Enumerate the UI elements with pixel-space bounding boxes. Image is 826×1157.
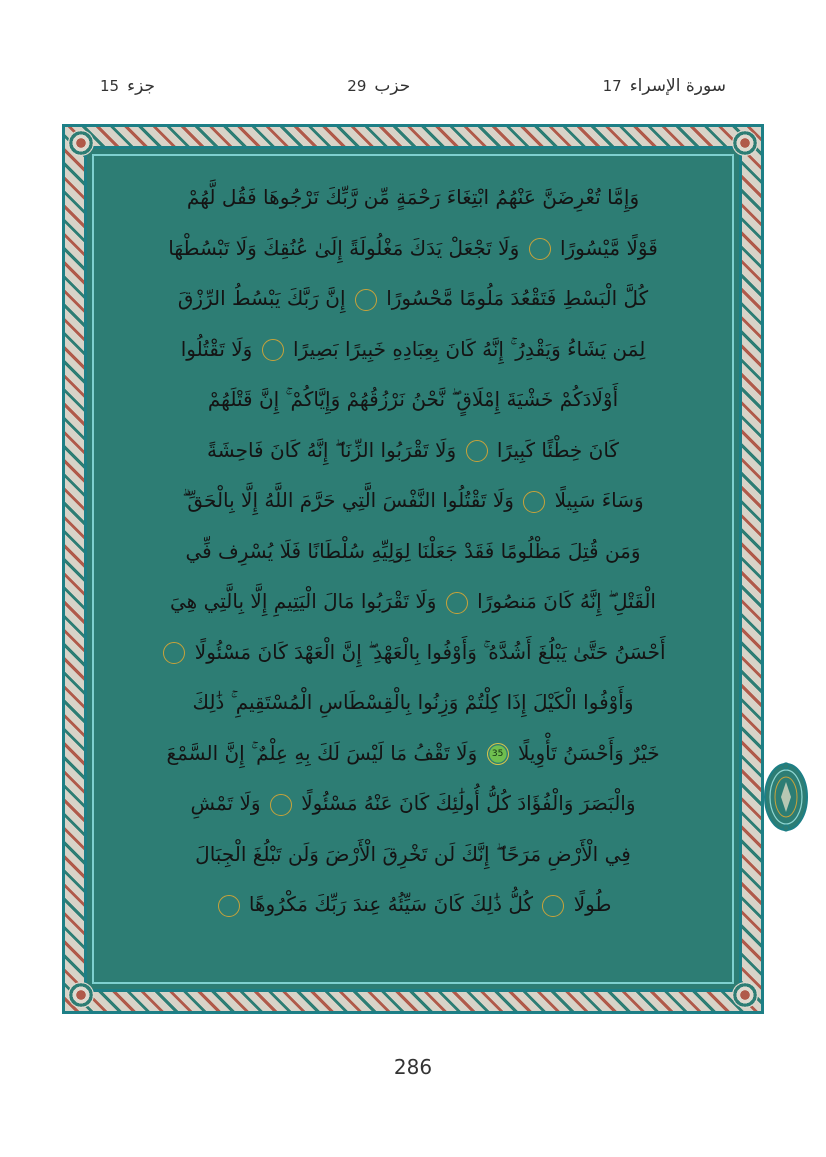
page-number: 286 xyxy=(393,1055,433,1079)
aya-line xyxy=(114,829,712,880)
aya-text: وَلَا تَمْشِ xyxy=(190,791,267,815)
aya-line xyxy=(114,273,712,324)
aya-text: كُلُّ ذَٰلِكَ كَانَ سَيِّئُهُ عِندَ رَبِّكَ مَكْرُوهًا xyxy=(242,892,540,916)
aya-text: طُولًا xyxy=(567,892,612,916)
aya-text: وَلَا تَجْعَلْ يَدَكَ مَغْلُولَةً إِلَىٰ عُنُقِكَ وَلَا تَبْسُطْهَا xyxy=(168,235,526,260)
corner-rosette-icon xyxy=(732,982,758,1008)
aya-text: وَسَاءَ سَبِيلًا xyxy=(548,488,644,512)
aya-line xyxy=(114,627,712,678)
aya-line xyxy=(114,475,712,526)
aya-text: كُلَّ الْبَسْطِ فَتَقْعُدَ مَلُومًا مَّحْسُورًا xyxy=(379,286,649,310)
aya-line xyxy=(114,526,712,577)
aya-number-marker xyxy=(523,491,545,513)
aya-line xyxy=(114,324,712,375)
aya-line xyxy=(114,879,712,930)
aya-text: وَلَا تَقْفُ مَا لَيْسَ لَكَ بِهِ عِلْمٌ ۚ إِنَّ السَّمْعَ xyxy=(166,740,484,765)
aya-number-marker xyxy=(446,592,468,614)
sura-number: 17 xyxy=(602,77,622,95)
hizb-medallion-icon xyxy=(762,760,810,834)
corner-rosette-icon xyxy=(732,130,758,156)
sura-label: سورة الإسراء xyxy=(629,76,726,96)
aya-text: وَمَن قُتِلَ مَظْلُومًا فَقَدْ جَعَلْنَا لِوَلِيِّهِ سُلْطَانًا فَلَا يُسْرِف فِّي xyxy=(185,538,641,563)
quran-text-body xyxy=(104,166,722,972)
aya-line xyxy=(114,778,712,829)
juz-label: جزء xyxy=(127,76,155,96)
aya-text: وَلَا تَقْتُلُوا النَّفْسَ الَّتِي حَرَّمَ اللَّهُ إِلَّا بِالْحَقِّ ۗ xyxy=(182,488,521,512)
juz-indicator xyxy=(100,76,155,96)
hizb-label: حزب xyxy=(374,76,411,96)
aya-text: وَلَا تَقْرَبُوا مَالَ الْيَتِيمِ إِلَّا بِالَّتِي هِيَ xyxy=(170,589,443,613)
aya-text: قَوْلًا مَّيْسُورًا xyxy=(553,235,658,260)
aya-line xyxy=(114,172,712,223)
corner-rosette-icon xyxy=(68,130,94,156)
page-header xyxy=(100,72,726,100)
aya-number-marker xyxy=(542,895,564,917)
aya-text: كَانَ خِطْئًا كَبِيرًا xyxy=(490,437,619,462)
aya-line xyxy=(114,728,712,779)
aya-text: أَحْسَنُ حَتَّىٰ يَبْلُغَ أَشُدَّهُ ۚ وَأَوْفُوا بِالْعَهْدِ ۖ إِنَّ الْعَهْدَ كَانَ مَسْئُولًا xyxy=(188,639,666,664)
aya-line xyxy=(114,223,712,274)
corner-rosette-icon xyxy=(68,982,94,1008)
aya-number-marker xyxy=(218,895,240,917)
aya-number-marker xyxy=(355,289,377,311)
aya-text: فِي الْأَرْضِ مَرَحًا ۖ إِنَّكَ لَن تَخْرِقَ الْأَرْضَ وَلَن تَبْلُغَ الْجِبَالَ xyxy=(195,841,631,866)
hizb-number: 29 xyxy=(347,77,367,95)
aya-line xyxy=(114,374,712,425)
aya-line xyxy=(114,677,712,728)
aya-text: الْقَتْلِ ۖ إِنَّهُ كَانَ مَنصُورًا xyxy=(470,589,656,613)
aya-text: لِمَن يَشَاءُ وَيَقْدِرُ ۚ إِنَّهُ كَانَ بِعِبَادِهِ خَبِيرًا بَصِيرًا xyxy=(286,336,646,361)
aya-number-marker: 35 xyxy=(487,743,509,765)
aya-text: أَوْلَادَكُمْ خَشْيَةَ إِمْلَاقٍ ۖ نَّحْنُ نَرْزُقُهُمْ وَإِيَّاكُمْ ۚ إِنَّ قَتْلَهُمْ xyxy=(207,387,619,411)
aya-line xyxy=(114,576,712,627)
sura-indicator xyxy=(603,76,726,96)
aya-text: وَلَا تَقْتُلُوا xyxy=(180,336,259,361)
aya-text: وَلَا تَقْرَبُوا الزِّنَا ۖ إِنَّهُ كَانَ فَاحِشَةً xyxy=(207,437,463,462)
hizb-indicator xyxy=(347,76,410,96)
aya-text: وَإِمَّا تُعْرِضَنَّ عَنْهُمُ ابْتِغَاءَ رَحْمَةٍ مِّن رَّبِّكَ تَرْجُوهَا فَقُل لَّهُمْ xyxy=(186,185,640,209)
aya-text: إِنَّ رَبَّكَ يَبْسُطُ الرِّزْقَ xyxy=(177,286,352,310)
aya-text: وَأَوْفُوا الْكَيْلَ إِذَا كِلْتُمْ وَزِنُوا بِالْقِسْطَاسِ الْمُسْتَقِيمِ ۚ ذَٰلِكَ xyxy=(192,690,634,714)
aya-number-marker xyxy=(262,339,284,361)
juz-number: 15 xyxy=(100,77,120,95)
aya-number-marker xyxy=(270,794,292,816)
aya-number-marker xyxy=(466,440,488,462)
aya-number-marker xyxy=(163,642,185,664)
aya-text: خَيْرٌ وَأَحْسَنُ تَأْوِيلًا xyxy=(511,740,660,765)
aya-line xyxy=(114,425,712,476)
aya-number-marker xyxy=(529,238,551,260)
aya-text: وَالْبَصَرَ وَالْفُؤَادَ كُلُّ أُولَٰئِكَ كَانَ عَنْهُ مَسْئُولًا xyxy=(294,791,636,815)
